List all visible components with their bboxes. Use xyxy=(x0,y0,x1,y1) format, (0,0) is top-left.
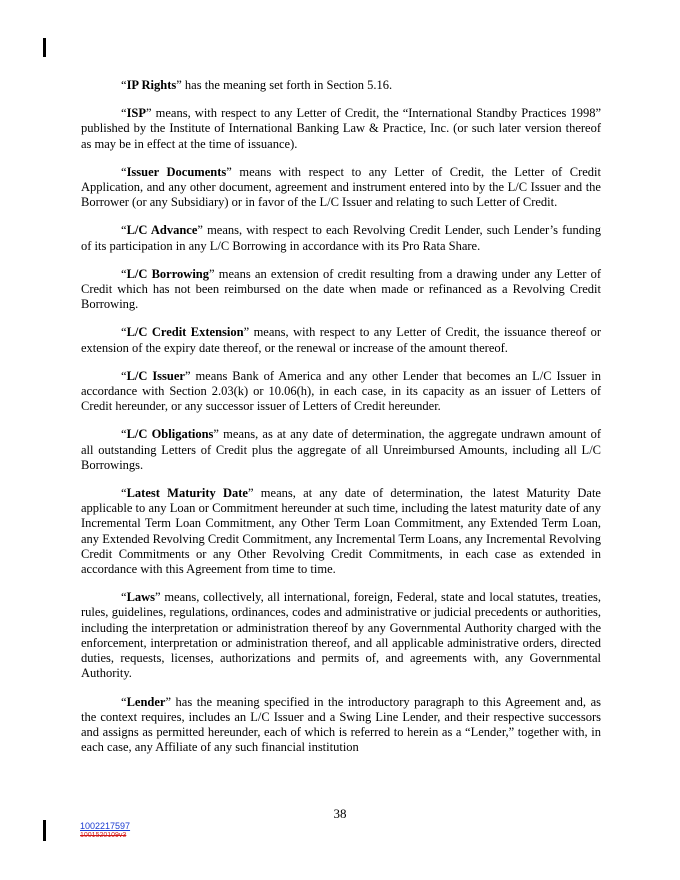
document-id-deleted: 1001520109v3 xyxy=(80,832,127,839)
definition-text: means, collectively, all international, foreign, Federal, state and local statutes, treaties, rules, guidelines, regulations, ordinances, codes and administrative or judicial precedents or authorities, including the interpretation or administration thereof by any Governmental Authority charged with the enforcement, interpretation or administration thereof, and all applicable administrative orders, directed duties, requests, licenses, authorizations and permits of, and agreements with, any Governmental Authority. xyxy=(81,590,601,681)
definition-text: has the meaning specified in the introductory paragraph to this Agreement and, as the context requires, includes an L/C Issuer and a Swing Line Lender, and their respective successors and assigns as permitted hereunder, each of which is referred to herein as a “Lender,” together with, in each case, any Affiliate of any such financial institution xyxy=(81,694,601,755)
defined-term: Lender xyxy=(126,694,166,709)
definition-text: has the meaning set forth in Section 5.16. xyxy=(181,78,393,92)
definition-lender: “Lender” has the meaning specified in the introductory paragraph to this Agreement and, as the context requires, includes an L/C Issuer and a Swing Line Lender, and their respective successors and assigns as permitted hereunder, each of which is referred to herein as a “Lender,” together with, in each case, any Affiliate of any such financial institution xyxy=(81,694,601,755)
defined-term: ISP xyxy=(126,106,147,121)
definition-text: means, with respect to any Letter of Credit, the issuance thereof or extension of the expiry date thereof, or the renewal or increase of the amount thereof. xyxy=(81,325,601,355)
defined-term: L/C Credit Extension xyxy=(126,325,244,340)
definition-lc-obligations: “L/C Obligations” means, as at any date of determination, the aggregate undrawn amount of all outstanding Letters of Credit plus the aggregate of all Unreimbursed Amounts, including all L/C Borrowings. xyxy=(81,427,602,472)
defined-term: Latest Maturity Date xyxy=(126,486,248,501)
definition-text: means Bank of America and any other Lender that becomes an L/C Issuer in accordance with Section 2.03(k) or 10.06(h), in each case, in its capacity as an issuer of Letters of Credit hereunder, or any successor issuer of Letters of Credit hereunder. xyxy=(81,368,601,414)
definition-issuer-documents: “Issuer Documents” means with respect to any Letter of Credit, the Letter of Credit Application, and any other document, agreement and instrument entered into by the L/C Issuer and the Borrower (or any Subsidiary) or in favor of the L/C Issuer and relating to such Letter of Credit. xyxy=(81,164,601,210)
defined-term: L/C Obligations xyxy=(126,427,214,442)
definition-latest-maturity-date: “Latest Maturity Date” means, at any date of determination, the latest Maturity Date applicable to any Loan or Commitment hereunder at such time, including the latest maturity date of any Incremental Term Loan Commitment, any Other Term Loan Commitment, any Extended Term Loan, any Extended Revolving Credit Commitment, any Incremental Term Loans, any Incremental Revolving Credit Commitments or any Other Revolving Credit Commitments, in each case as extended in accordance with this Agreement from time to time. xyxy=(81,486,601,577)
change-bar-top xyxy=(43,38,46,57)
definition-text: means, at any date of determination, the latest Maturity Date applicable to any Loan or Commitment hereunder at such time, including the latest maturity date of any Incremental Term Loan Commitment, any Other Term Loan Commitment, any Extended Term Loan, any Extended Revolving Credit Commitment, any Incremental Term Loans, any Incremental Revolving Credit Commitments or any Other Revolving Credit Commitments, in each case as extended in accordance with this Agreement from time to time. xyxy=(81,486,601,577)
definition-text: means an extension of credit resulting from a drawing under any Letter of Credit which has not been reimbursed on the date when made or refinanced as a Revolving Credit Borrowing. xyxy=(81,266,601,312)
defined-term: L/C Borrowing xyxy=(126,266,210,281)
definition-lc-advance: “L/C Advance” means, with respect to each Revolving Credit Lender, such Lender’s funding of its participation in any L/C Borrowing in accordance with its Pro Rata Share. xyxy=(81,223,601,253)
defined-term: IP Rights xyxy=(126,78,177,92)
definition-text: means, as at any date of determination, the aggregate undrawn amount of all outstanding Letters of Credit plus the aggregate of all Unreimbursed Amounts, including all L/C Borrowings. xyxy=(81,427,602,472)
page-number: 38 xyxy=(333,806,347,821)
defined-term: Laws xyxy=(126,590,156,605)
definition-isp: “ISP” means, with respect to any Letter of Credit, the “International Standby Practices 1998” published by the Institute of International Banking Law & Practice, Inc. (or such later version thereof as may be in effect at the time of issuance). xyxy=(81,106,601,151)
defined-term: L/C Issuer xyxy=(126,368,185,383)
definition-ip-rights: “IP Rights” has the meaning set forth in Section 5.16. xyxy=(121,78,393,92)
defined-term: L/C Advance xyxy=(126,223,198,238)
document-id: 1002217597 xyxy=(80,821,131,831)
definition-lc-issuer: “L/C Issuer” means Bank of America and any other Lender that becomes an L/C Issuer in accordance with Section 2.03(k) or 10.06(h), in each case, in its capacity as an issuer of Letters of Credit hereunder, or any successor issuer of Letters of Credit hereunder. xyxy=(81,368,601,414)
defined-term: Issuer Documents xyxy=(126,164,227,179)
definition-text: means, with respect to any Letter of Credit, the “International Standby Practices 1998” published by the Institute of International Banking Law & Practice, Inc. (or such later version thereof as may be in effect at the time of issuance). xyxy=(81,106,601,151)
change-bar-bottom xyxy=(43,820,46,841)
definition-laws: “Laws” means, collectively, all international, foreign, Federal, state and local statutes, treaties, rules, guidelines, regulations, ordinances, codes and administrative or judicial precedents or authorities, including the interpretation or administration thereof by any Governmental Authority charged with the enforcement, interpretation or administration thereof, and all applicable administrative orders, directed duties, requests, licenses, authorizations and permits of, and agreements with, any Governmental Authority. xyxy=(81,590,601,681)
definition-lc-credit-extension: “L/C Credit Extension” means, with respect to any Letter of Credit, the issuance thereof or extension of the expiry date thereof, or the renewal or increase of the amount thereof. xyxy=(81,325,601,355)
definition-lc-borrowing: “L/C Borrowing” means an extension of credit resulting from a drawing under any Letter of Credit which has not been reimbursed on the date when made or refinanced as a Revolving Credit Borrowing. xyxy=(81,266,601,312)
page-body xyxy=(81,78,601,768)
definition-text: means with respect to any Letter of Credit, the Letter of Credit Application, and any other document, agreement and instrument entered into by the L/C Issuer and the Borrower (or any Subsidiary) or in favor of the L/C Issuer and relating to such Letter of Credit. xyxy=(81,164,601,210)
definition-text: means, with respect to each Revolving Credit Lender, such Lender’s funding of its participation in any L/C Borrowing in accordance with its Pro Rata Share. xyxy=(81,223,601,253)
